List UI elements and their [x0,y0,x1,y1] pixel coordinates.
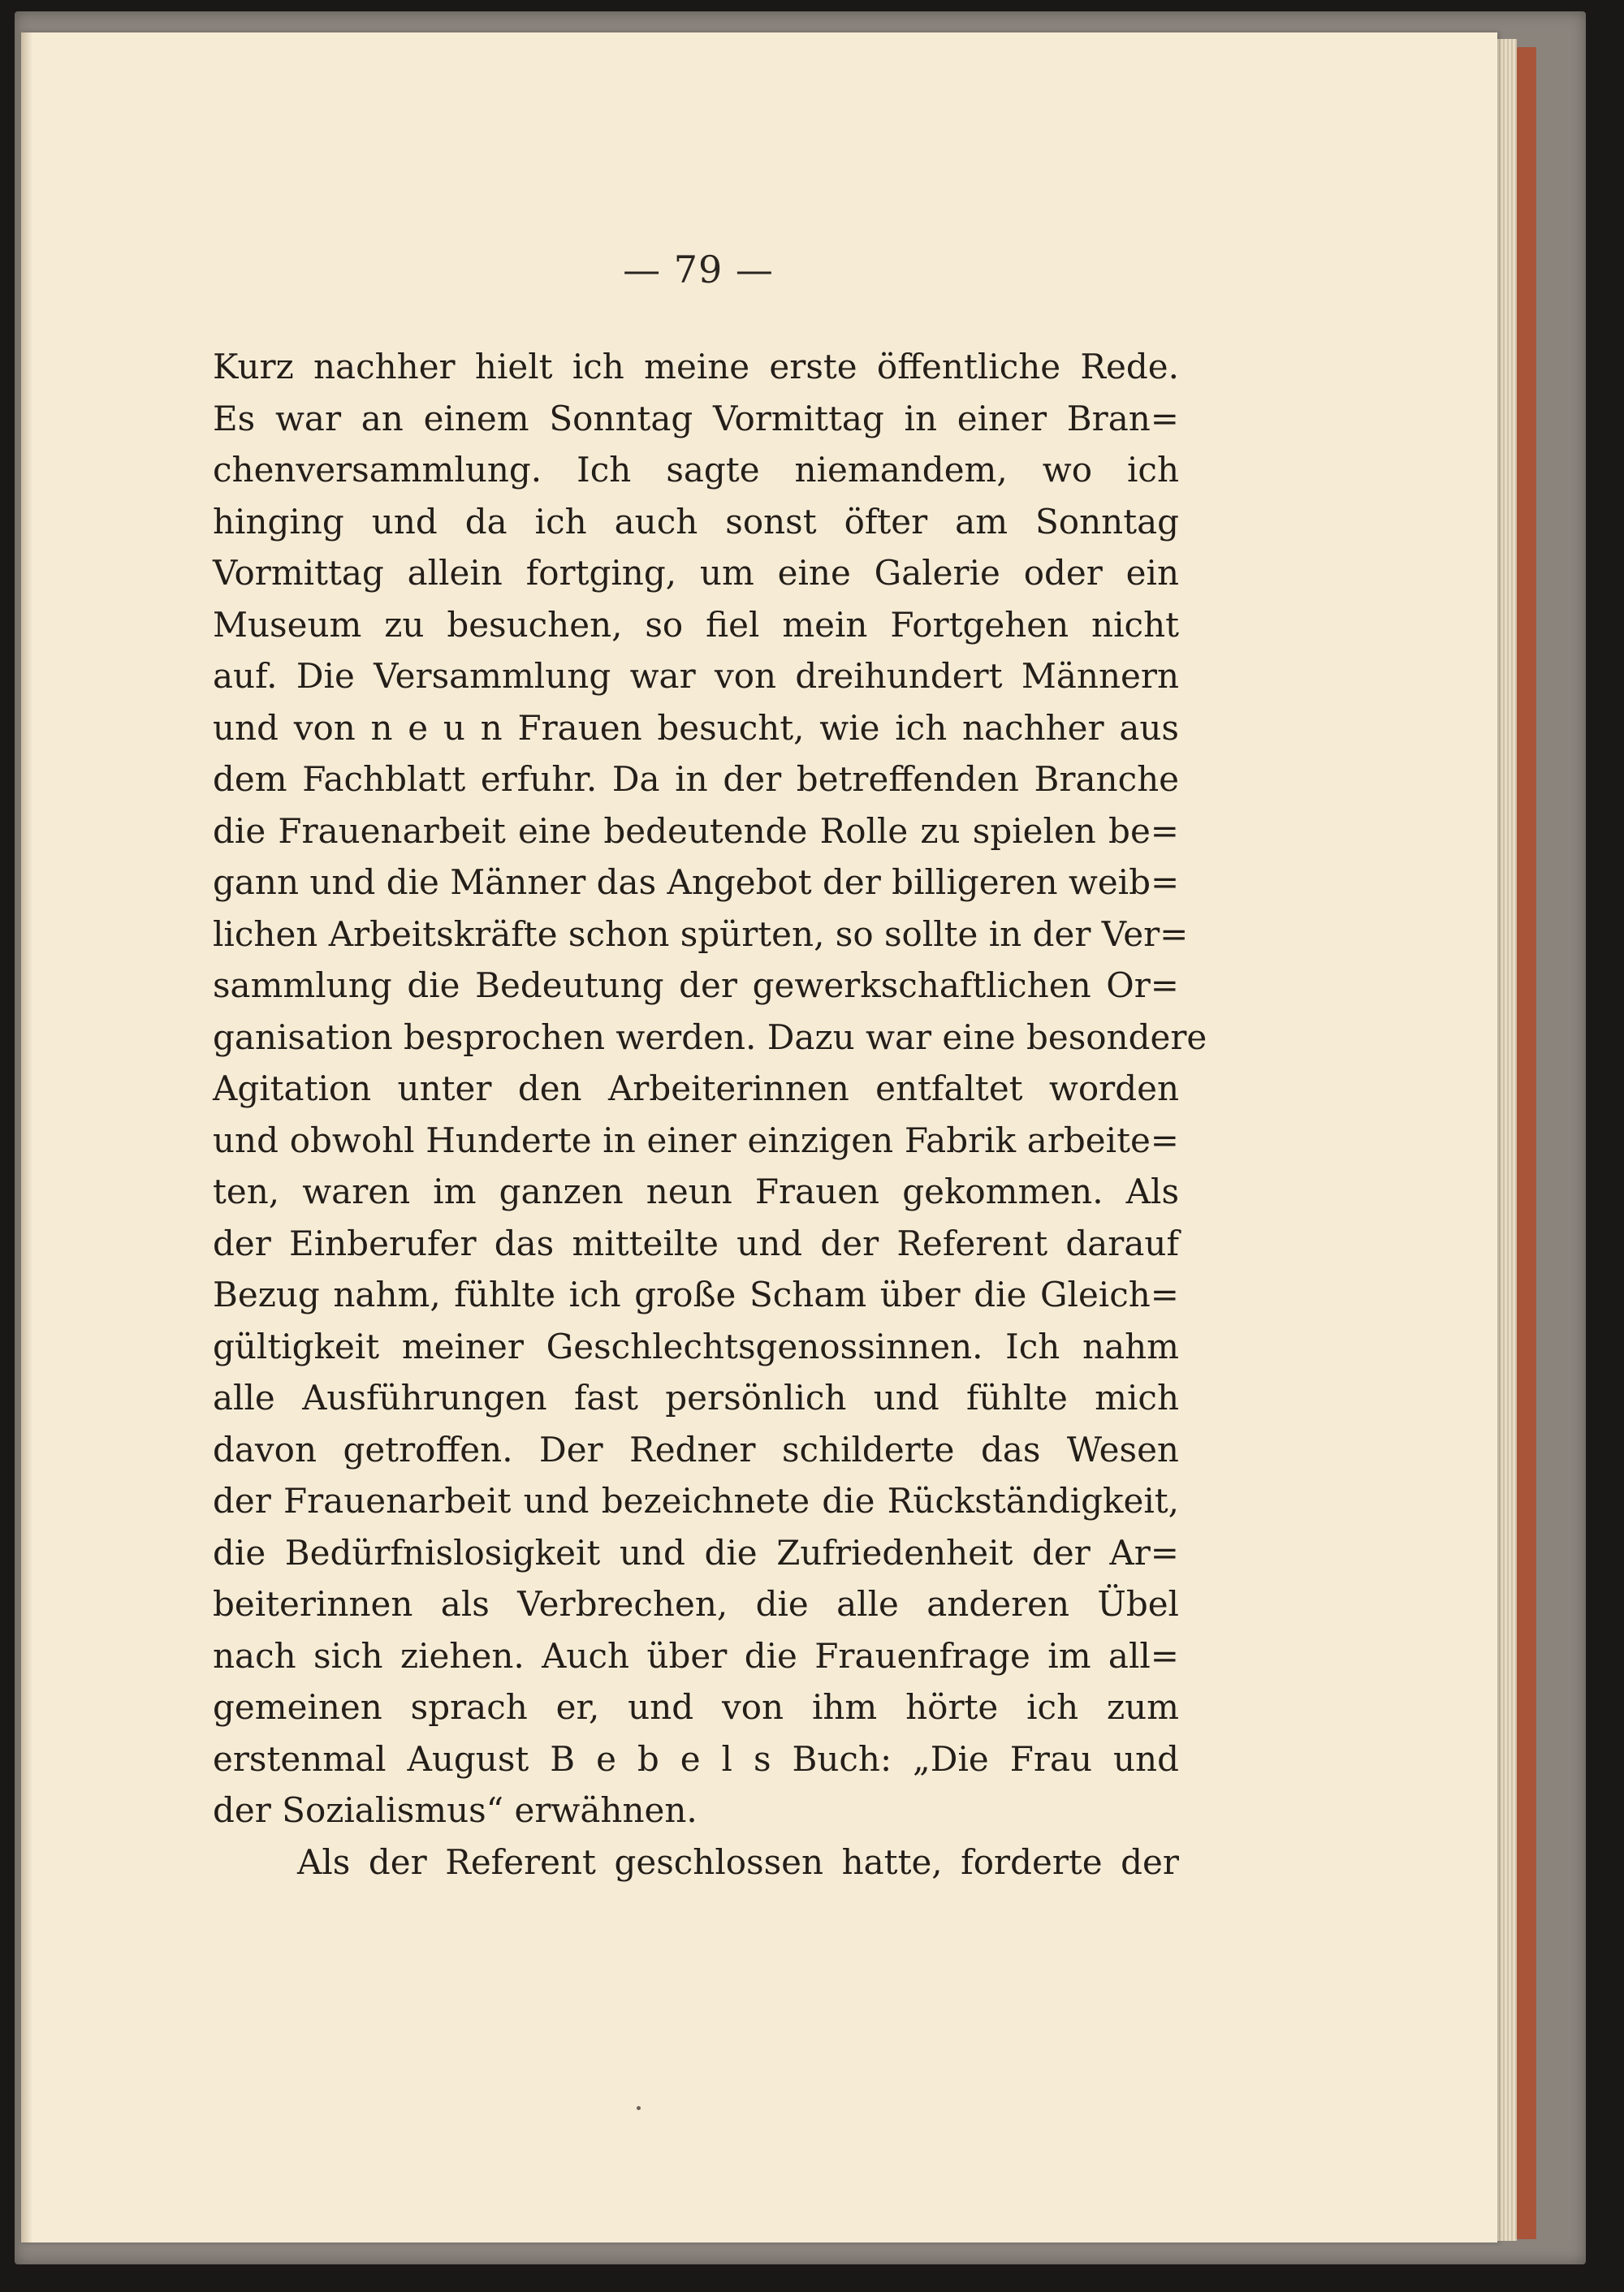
text-line: Bezug nahm, fühlte ich große Scham über die Gleich= [213,1275,1179,1314]
text-line: Als der Referent geschlossen hatte, forderte der [297,1841,1179,1882]
text-line: erstenmal August B e b e l s Buch: „Die Frau und [213,1738,1179,1779]
text-line: chenversammlung. Ich sagte niemandem, wo ich [213,450,1179,490]
text-line: gemeinen sprach er, und von ihm hörte ich zum [213,1687,1179,1727]
text-line: ganisation besprochen werden. Dazu war eine besondere [213,1017,1207,1057]
body-text [213,341,1207,1888]
text-line: Agitation unter den Arbeiterinnen entfaltet worden [213,1068,1179,1108]
text-line: die Frauenarbeit eine bedeutende Rolle zu spielen be= [213,810,1179,851]
text-line: gültigkeit meiner Geschlechtsgenossinnen. Ich nahm [213,1326,1179,1366]
text-line: Vormittag allein fortging, um eine Galerie oder ein [213,553,1179,593]
text-line: ten, waren im ganzen neun Frauen gekommen. Als [213,1172,1179,1211]
text-line: Es war an einem Sonntag Vormittag in einer Bran= [213,398,1179,438]
text-line: dem Fachblatt erfuhr. Da in der betreffenden Branche [213,759,1179,799]
text-line: alle Ausführungen fast persönlich und fühlte mich [213,1378,1179,1418]
text-line: Museum zu besuchen, so fiel mein Fortgehen nicht [213,604,1179,645]
text-line: der Sozialismus“ erwähnen. [213,1790,698,1830]
text-line: die Bedürfnislosigkeit und die Zufriedenheit der Ar= [213,1532,1179,1573]
text-line: gann und die Männer das Angebot der billigeren weib= [213,862,1180,902]
text-line: und obwohl Hunderte in einer einzigen Fabrik arbeite= [213,1120,1179,1160]
text-line: lichen Arbeitskräfte schon spürten, so sollte in der Ver= [213,913,1189,954]
paper-speck [637,2106,641,2110]
text-line: sammlung die Bedeutung der gewerkschaftlichen Or= [213,965,1179,1005]
board-edge [1517,47,1536,2239]
text-line: hinging und da ich auch sonst öfter am Sonntag [213,501,1179,542]
text-line: davon getroffen. Der Redner schilderte das Wesen [213,1429,1179,1470]
text-line: Kurz nachher hielt ich meine erste öffentliche Rede. [213,347,1179,386]
text-line: auf. Die Versammlung war von dreihundert Männern [213,656,1179,696]
text-line: beiterinnen als Verbrechen, die alle anderen Übel [213,1584,1179,1624]
text-line: nach sich ziehen. Auch über die Frauenfrage im all= [213,1635,1179,1676]
gutter-shadow [21,32,32,2242]
text-line: und von n e u n Frauen besucht, wie ich nachher aus [213,707,1179,748]
text-line: der Einberufer das mitteilte und der Referent darauf [213,1223,1179,1263]
text-line: der Frauenarbeit und bezeichnete die Rückständigkeit, [213,1481,1179,1521]
page-number: — 79 — [623,248,774,291]
